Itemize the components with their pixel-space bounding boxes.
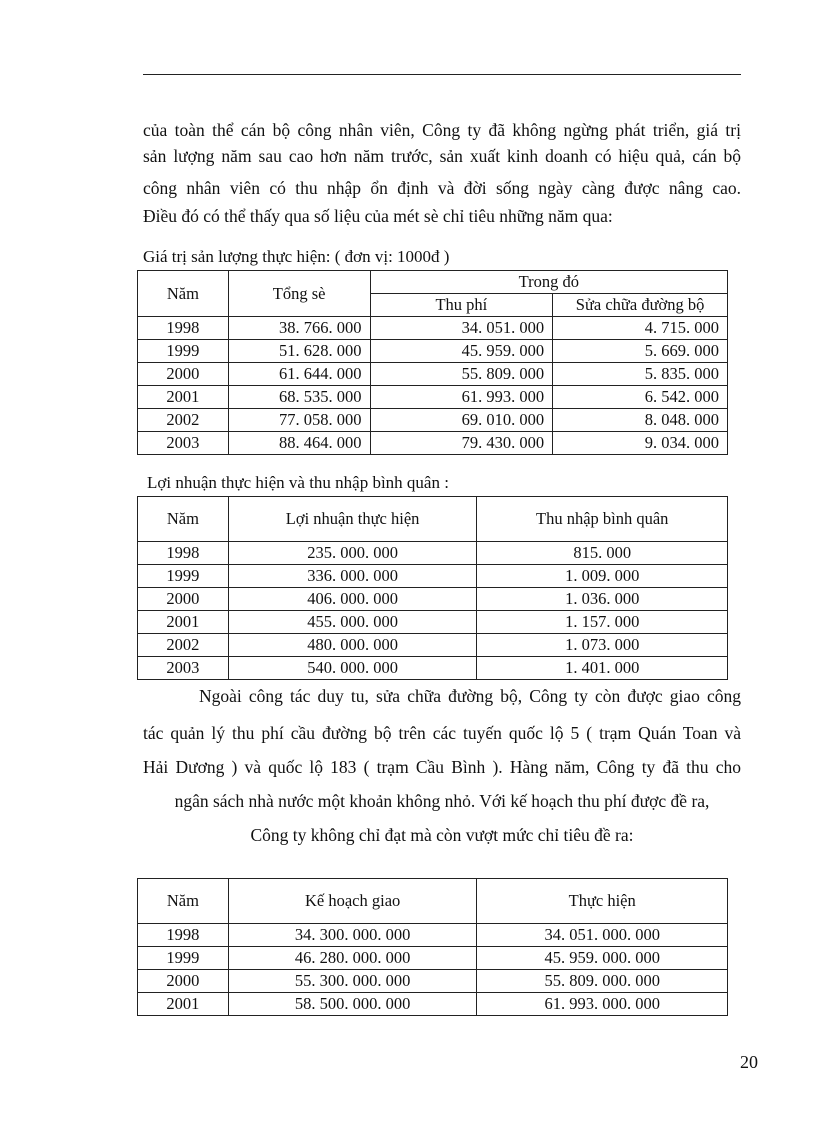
cell-total: 68. 535. 000 bbox=[228, 386, 370, 409]
cell-fee: 34. 051. 000 bbox=[370, 317, 553, 340]
table-row bbox=[138, 970, 728, 993]
header-total: Tổng sè bbox=[228, 271, 370, 317]
header-income: Thu nhập bình quân bbox=[477, 497, 728, 542]
cell-year: 1998 bbox=[138, 924, 229, 947]
cell-year: 2001 bbox=[138, 993, 229, 1016]
cell-fee: 45. 959. 000 bbox=[370, 340, 553, 363]
text-line: của toàn thể cán bộ công nhân viên, Công ty đã không ngừng phát triển, giá trị bbox=[143, 120, 741, 140]
cell-year: 2002 bbox=[138, 634, 229, 657]
cell-repair: 8. 048. 000 bbox=[553, 409, 728, 432]
cell-actual: 61. 993. 000. 000 bbox=[477, 993, 728, 1016]
profit-income-table bbox=[137, 496, 728, 680]
cell-total: 51. 628. 000 bbox=[228, 340, 370, 363]
header-repair: Sửa chữa đường bộ bbox=[553, 294, 728, 317]
fee-plan-table bbox=[137, 878, 728, 1016]
header-profit: Lợi nhuận thực hiện bbox=[228, 497, 477, 542]
cell-year: 1999 bbox=[138, 340, 229, 363]
cell-plan: 55. 300. 000. 000 bbox=[228, 970, 477, 993]
cell-income: 815. 000 bbox=[477, 542, 728, 565]
cell-total: 77. 058. 000 bbox=[228, 409, 370, 432]
cell-total: 61. 644. 000 bbox=[228, 363, 370, 386]
table-row bbox=[138, 634, 728, 657]
table-row bbox=[138, 317, 728, 340]
header-year: Năm bbox=[138, 497, 229, 542]
cell-year: 1999 bbox=[138, 565, 229, 588]
text-line: tác quản lý thu phí cầu đường bộ trên các tuyến quốc lộ 5 ( trạm Quán Toan và bbox=[143, 723, 741, 743]
cell-actual: 55. 809. 000. 000 bbox=[477, 970, 728, 993]
cell-repair: 6. 542. 000 bbox=[553, 386, 728, 409]
cell-profit: 235. 000. 000 bbox=[228, 542, 477, 565]
cell-income: 1. 401. 000 bbox=[477, 657, 728, 680]
cell-year: 2001 bbox=[138, 386, 229, 409]
cell-profit: 406. 000. 000 bbox=[228, 588, 477, 611]
cell-fee: 69. 010. 000 bbox=[370, 409, 553, 432]
header-year: Năm bbox=[138, 271, 229, 317]
table-row bbox=[138, 993, 728, 1016]
text-line: Điều đó có thể thấy qua số liệu của mét sè chỉ tiêu những năm qua: bbox=[143, 206, 613, 226]
header-rule bbox=[143, 74, 741, 75]
text-line: Hải Dương ) và quốc lộ 183 ( trạm Cầu Bình ). Hàng năm, Công ty đã thu cho bbox=[143, 757, 741, 777]
cell-year: 2000 bbox=[138, 588, 229, 611]
cell-year: 2001 bbox=[138, 611, 229, 634]
cell-year: 2000 bbox=[138, 363, 229, 386]
cell-income: 1. 073. 000 bbox=[477, 634, 728, 657]
cell-year: 2003 bbox=[138, 657, 229, 680]
header-year: Năm bbox=[138, 879, 229, 924]
text-line: ngân sách nhà nước một khoản không nhỏ. Với kế hoạch thu phí được đề ra, bbox=[174, 791, 710, 811]
cell-income: 1. 009. 000 bbox=[477, 565, 728, 588]
cell-income: 1. 157. 000 bbox=[477, 611, 728, 634]
header-plan: Kế hoạch giao bbox=[228, 879, 477, 924]
cell-actual: 34. 051. 000. 000 bbox=[477, 924, 728, 947]
table-row bbox=[138, 924, 728, 947]
cell-plan: 58. 500. 000. 000 bbox=[228, 993, 477, 1016]
intro-paragraph bbox=[143, 117, 741, 229]
cell-year: 1998 bbox=[138, 542, 229, 565]
cell-year: 1998 bbox=[138, 317, 229, 340]
table-row bbox=[138, 588, 728, 611]
cell-profit: 480. 000. 000 bbox=[228, 634, 477, 657]
cell-total: 88. 464. 000 bbox=[228, 432, 370, 455]
cell-repair: 4. 715. 000 bbox=[553, 317, 728, 340]
cell-fee: 61. 993. 000 bbox=[370, 386, 553, 409]
cell-profit: 455. 000. 000 bbox=[228, 611, 477, 634]
table1-caption: Giá trị sản lượng thực hiện: ( đơn vị: 1000đ ) bbox=[143, 247, 450, 266]
table-row bbox=[138, 409, 728, 432]
output-value-table bbox=[137, 270, 728, 455]
cell-income: 1. 036. 000 bbox=[477, 588, 728, 611]
cell-repair: 9. 034. 000 bbox=[553, 432, 728, 455]
cell-fee: 55. 809. 000 bbox=[370, 363, 553, 386]
table-row bbox=[138, 657, 728, 680]
page-number: 20 bbox=[740, 1052, 758, 1072]
text-line: sản lượng năm sau cao hơn năm trước, sản xuất kinh doanh có hiệu quả, cán bộ bbox=[143, 146, 741, 166]
table-row bbox=[138, 565, 728, 588]
text-line: Công ty không chỉ đạt mà còn vượt mức chỉ tiêu đề ra: bbox=[250, 825, 634, 845]
table2-caption: Lợi nhuận thực hiện và thu nhập bình quân : bbox=[147, 473, 449, 492]
cell-year: 1999 bbox=[138, 947, 229, 970]
cell-fee: 79. 430. 000 bbox=[370, 432, 553, 455]
cell-plan: 46. 280. 000. 000 bbox=[228, 947, 477, 970]
fee-collection-paragraph bbox=[143, 683, 741, 848]
text-line: công nhân viên có thu nhập ổn định và đời sống ngày càng được nâng cao. bbox=[143, 178, 741, 198]
cell-repair: 5. 835. 000 bbox=[553, 363, 728, 386]
table-row bbox=[138, 947, 728, 970]
cell-year: 2000 bbox=[138, 970, 229, 993]
cell-year: 2002 bbox=[138, 409, 229, 432]
cell-repair: 5. 669. 000 bbox=[553, 340, 728, 363]
table-row bbox=[138, 542, 728, 565]
cell-profit: 540. 000. 000 bbox=[228, 657, 477, 680]
table-row bbox=[138, 363, 728, 386]
cell-actual: 45. 959. 000. 000 bbox=[477, 947, 728, 970]
text-line: Ngoài công tác duy tu, sửa chữa đường bộ, Công ty còn được giao công bbox=[199, 686, 741, 706]
table-row bbox=[138, 432, 728, 455]
table-row bbox=[138, 386, 728, 409]
cell-total: 38. 766. 000 bbox=[228, 317, 370, 340]
cell-profit: 336. 000. 000 bbox=[228, 565, 477, 588]
cell-year: 2003 bbox=[138, 432, 229, 455]
header-actual: Thực hiện bbox=[477, 879, 728, 924]
cell-plan: 34. 300. 000. 000 bbox=[228, 924, 477, 947]
table-row bbox=[138, 340, 728, 363]
table-row bbox=[138, 611, 728, 634]
header-fee: Thu phí bbox=[370, 294, 553, 317]
header-group: Trong đó bbox=[370, 271, 727, 294]
